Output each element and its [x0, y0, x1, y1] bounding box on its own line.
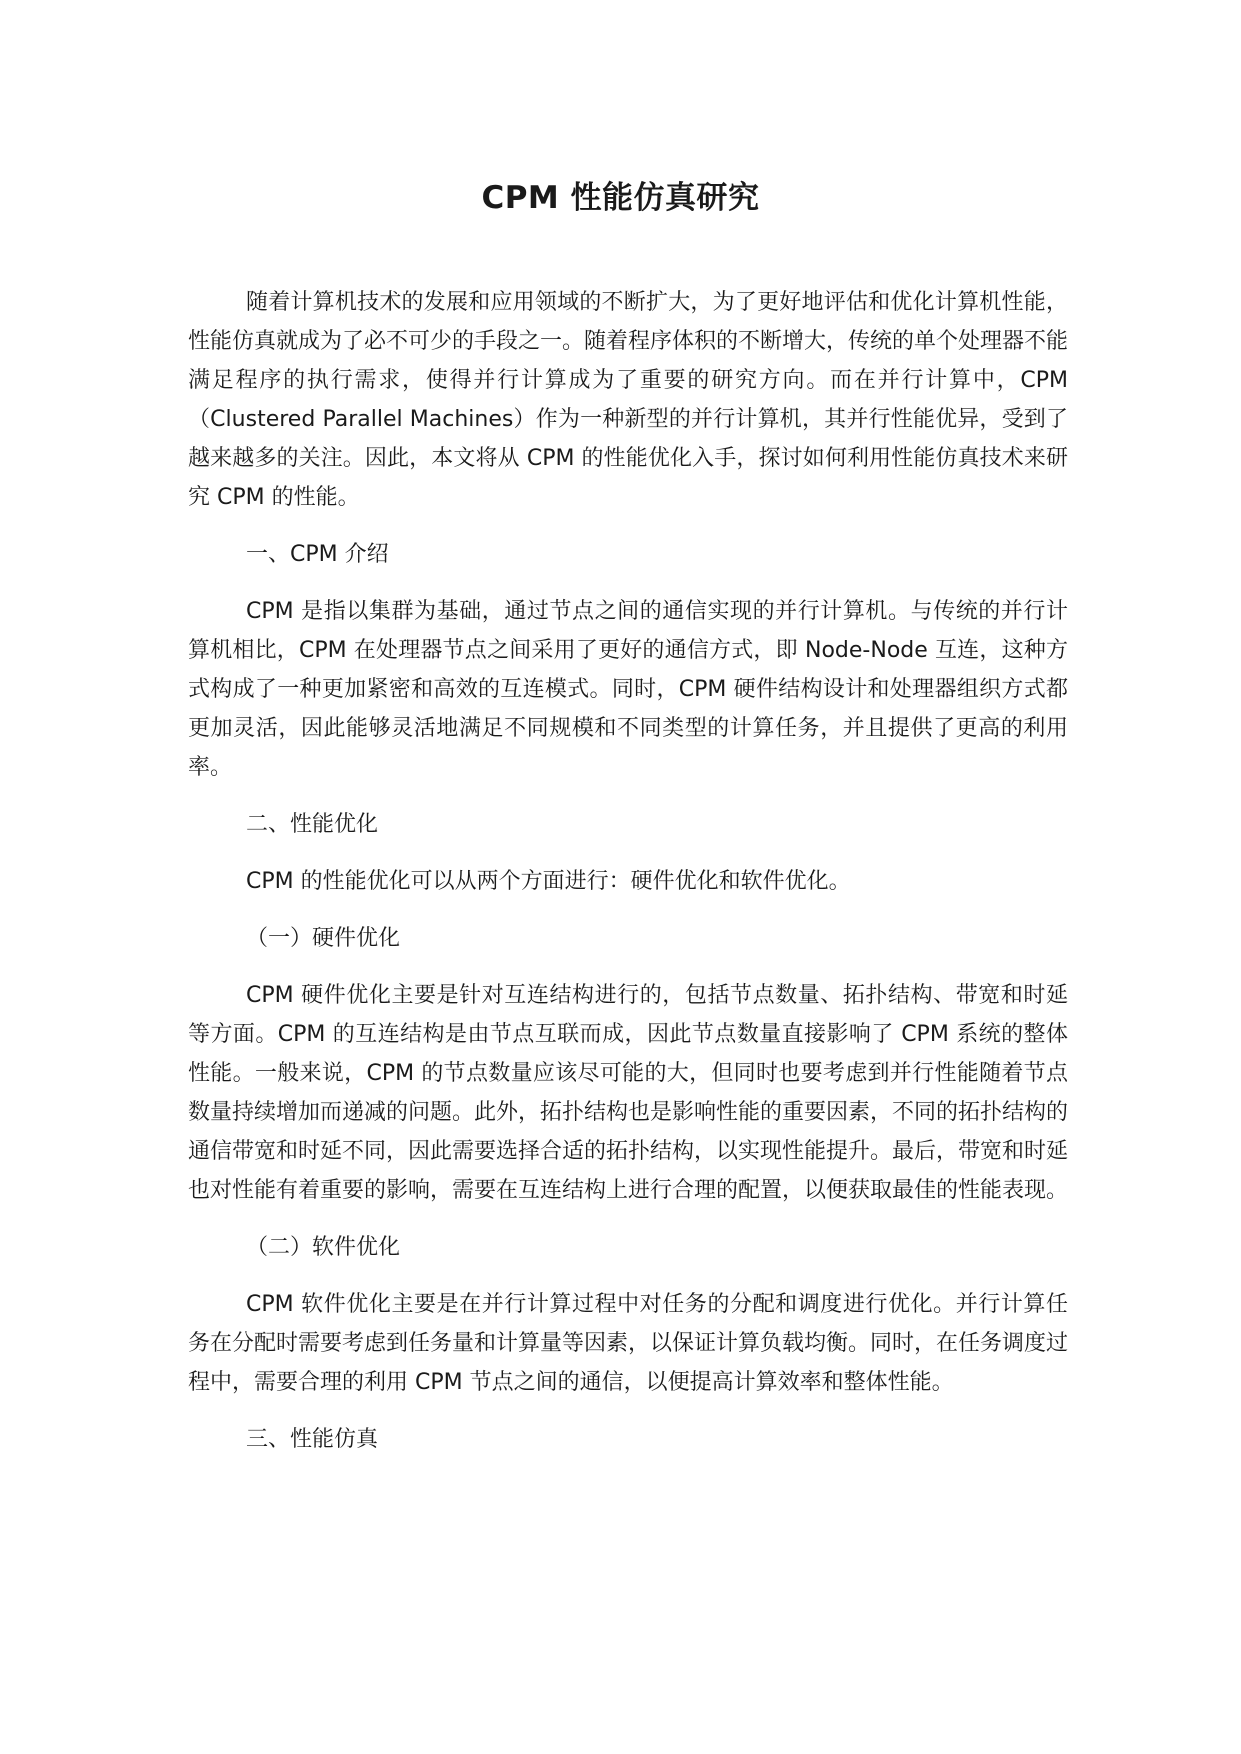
software-optimization-paragraph: CPM 软件优化主要是在并行计算过程中对任务的分配和调度进行优化。并行计算任务在分配时需要考虑到任务量和计算量等因素，以保证计算负载均衡。同时，在任务调度过程中，需要合理的利用 CPM 节点之间的通信，以便提高计算效率和整体性能。 [188, 1292, 1069, 1395]
hardware-optimization-paragraph: CPM 硬件优化主要是针对互连结构进行的，包括节点数量、拓扑结构、带宽和时延等方面。CPM 的互连结构是由节点互联而成，因此节点数量直接影响了 CPM 系统的整体性能。一般来说，CPM 的节点数量应该尽可能的大，但同时也要考虑到并行性能随着节点数量持续增加而递减的问题。此外，拓扑结构也是影响性能的重要因素，不同的拓扑结构的通信带宽和时延不同，因此需要选择合适的拓扑结构，以实现性能提升。最后，带宽和时延也对性能有着重要的影响，需要在互连结构上进行合理的配置，以便获取最佳的性能表现。 [188, 983, 1069, 1203]
cpm-intro-paragraph: CPM 是指以集群为基础，通过节点之间的通信实现的并行计算机。与传统的并行计算机相比，CPM 在处理器节点之间采用了更好的通信方式，即 Node-Node 互连，这种方式构成了一种更加紧密和高效的互连模式。同时，CPM 硬件结构设计和处理器组织方式都更加灵活，因此能够灵活地满足不同规模和不同类型的计算任务，并且提供了更高的利用率。 [188, 599, 1068, 780]
optimization-overview-paragraph: CPM 的性能优化可以从两个方面进行：硬件优化和软件优化。 [246, 869, 851, 894]
document-title: CPM 性能仿真研究 [481, 180, 760, 216]
document-body [188, 283, 1068, 1459]
section-heading-cpm-intro: 一、CPM 介绍 [246, 542, 389, 567]
section-heading-performance-simulation: 三、性能仿真 [246, 1427, 379, 1452]
section-heading-performance-optimization: 二、性能优化 [246, 812, 379, 837]
subsection-heading-software: （二）软件优化 [246, 1235, 401, 1260]
subsection-heading-hardware: （一）硬件优化 [246, 926, 401, 951]
intro-paragraph: 随着计算机技术的发展和应用领域的不断扩大，为了更好地评估和优化计算机性能，性能仿真就成为了必不可少的手段之一。随着程序体积的不断增大，传统的单个处理器不能满足程序的执行需求，使得并行计算成为了重要的研究方向。而在并行计算中，CPM（Clustered Parallel Machines）作为一种新型的并行计算机，其并行性能优异，受到了越来越多的关注。因此，本文将从 CPM 的性能优化入手，探讨如何利用性能仿真技术来研究 CPM 的性能。 [188, 290, 1069, 510]
